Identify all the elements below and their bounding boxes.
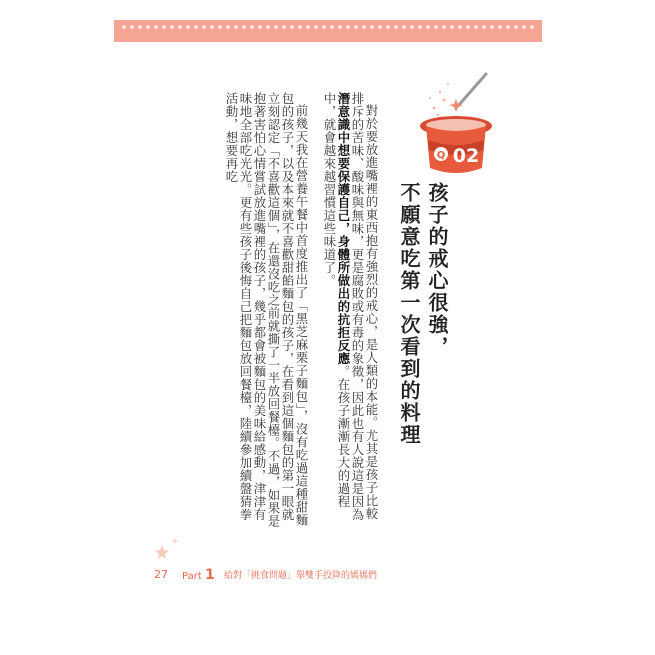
paragraph-1-tail: 。在孩子漸漸長大的過程中，就會越來越習慣這些味道了。 — [322, 92, 351, 508]
part-number: 1 — [204, 567, 215, 583]
magic-hat-icon — [414, 70, 504, 180]
paragraph-1-text: 對於要放進嘴裡的東西抱有強烈的戒心，是人類的本能。尤其是孩子比較排斥的苦味、酸味與無味，更是腐敗或有毒的象徵，因此也有人說這是因為 — [350, 92, 379, 521]
svg-text:Q: Q — [436, 150, 446, 161]
svg-text:02: 02 — [452, 145, 480, 167]
paragraph-2: 前幾天我在營養午餐中首度推出了「黑芝麻栗子麵包」，沒有吃過這種甜麵包的孩子，以及本來就不喜歡甜餡麵包的孩子，在看到這個麵包的第一眼就立刻認定「不喜歡這個」，在還沒吃之前就撕了一半放回餐檯。不過，如果是抱著害怕心情嘗試放進嘴裡的孩子，幾乎都會被麵包的美味給感動，津津有味地全部吃光光。更有些孩子後悔自己把麵包放回餐檯，陸續參加續盤猜拳活動，想要再吃 — [224, 92, 309, 528]
page-footer — [150, 566, 450, 588]
body-text — [176, 92, 378, 532]
title-line-1: 孩子的戒心很強， — [425, 182, 449, 358]
banner-dots — [120, 24, 536, 30]
page-number: 27 — [154, 568, 168, 581]
part-prefix: Part — [182, 571, 202, 582]
stars-icon — [148, 536, 188, 566]
paragraph-1-bold: 潛意識中想要保護自己，身體所做出的抗拒反應 — [336, 92, 351, 365]
part-label — [182, 566, 215, 586]
sparkle-icon — [429, 83, 463, 116]
wand-icon — [458, 74, 486, 106]
paragraph-1 — [322, 92, 378, 532]
header-banner — [114, 20, 542, 42]
title-line-2: 不願意吃第一次看到的料理 — [397, 182, 421, 446]
banner-scallop — [114, 37, 542, 47]
chapter-title: 給對「挑食問題」舉雙手投降的媽媽們 — [224, 571, 378, 581]
